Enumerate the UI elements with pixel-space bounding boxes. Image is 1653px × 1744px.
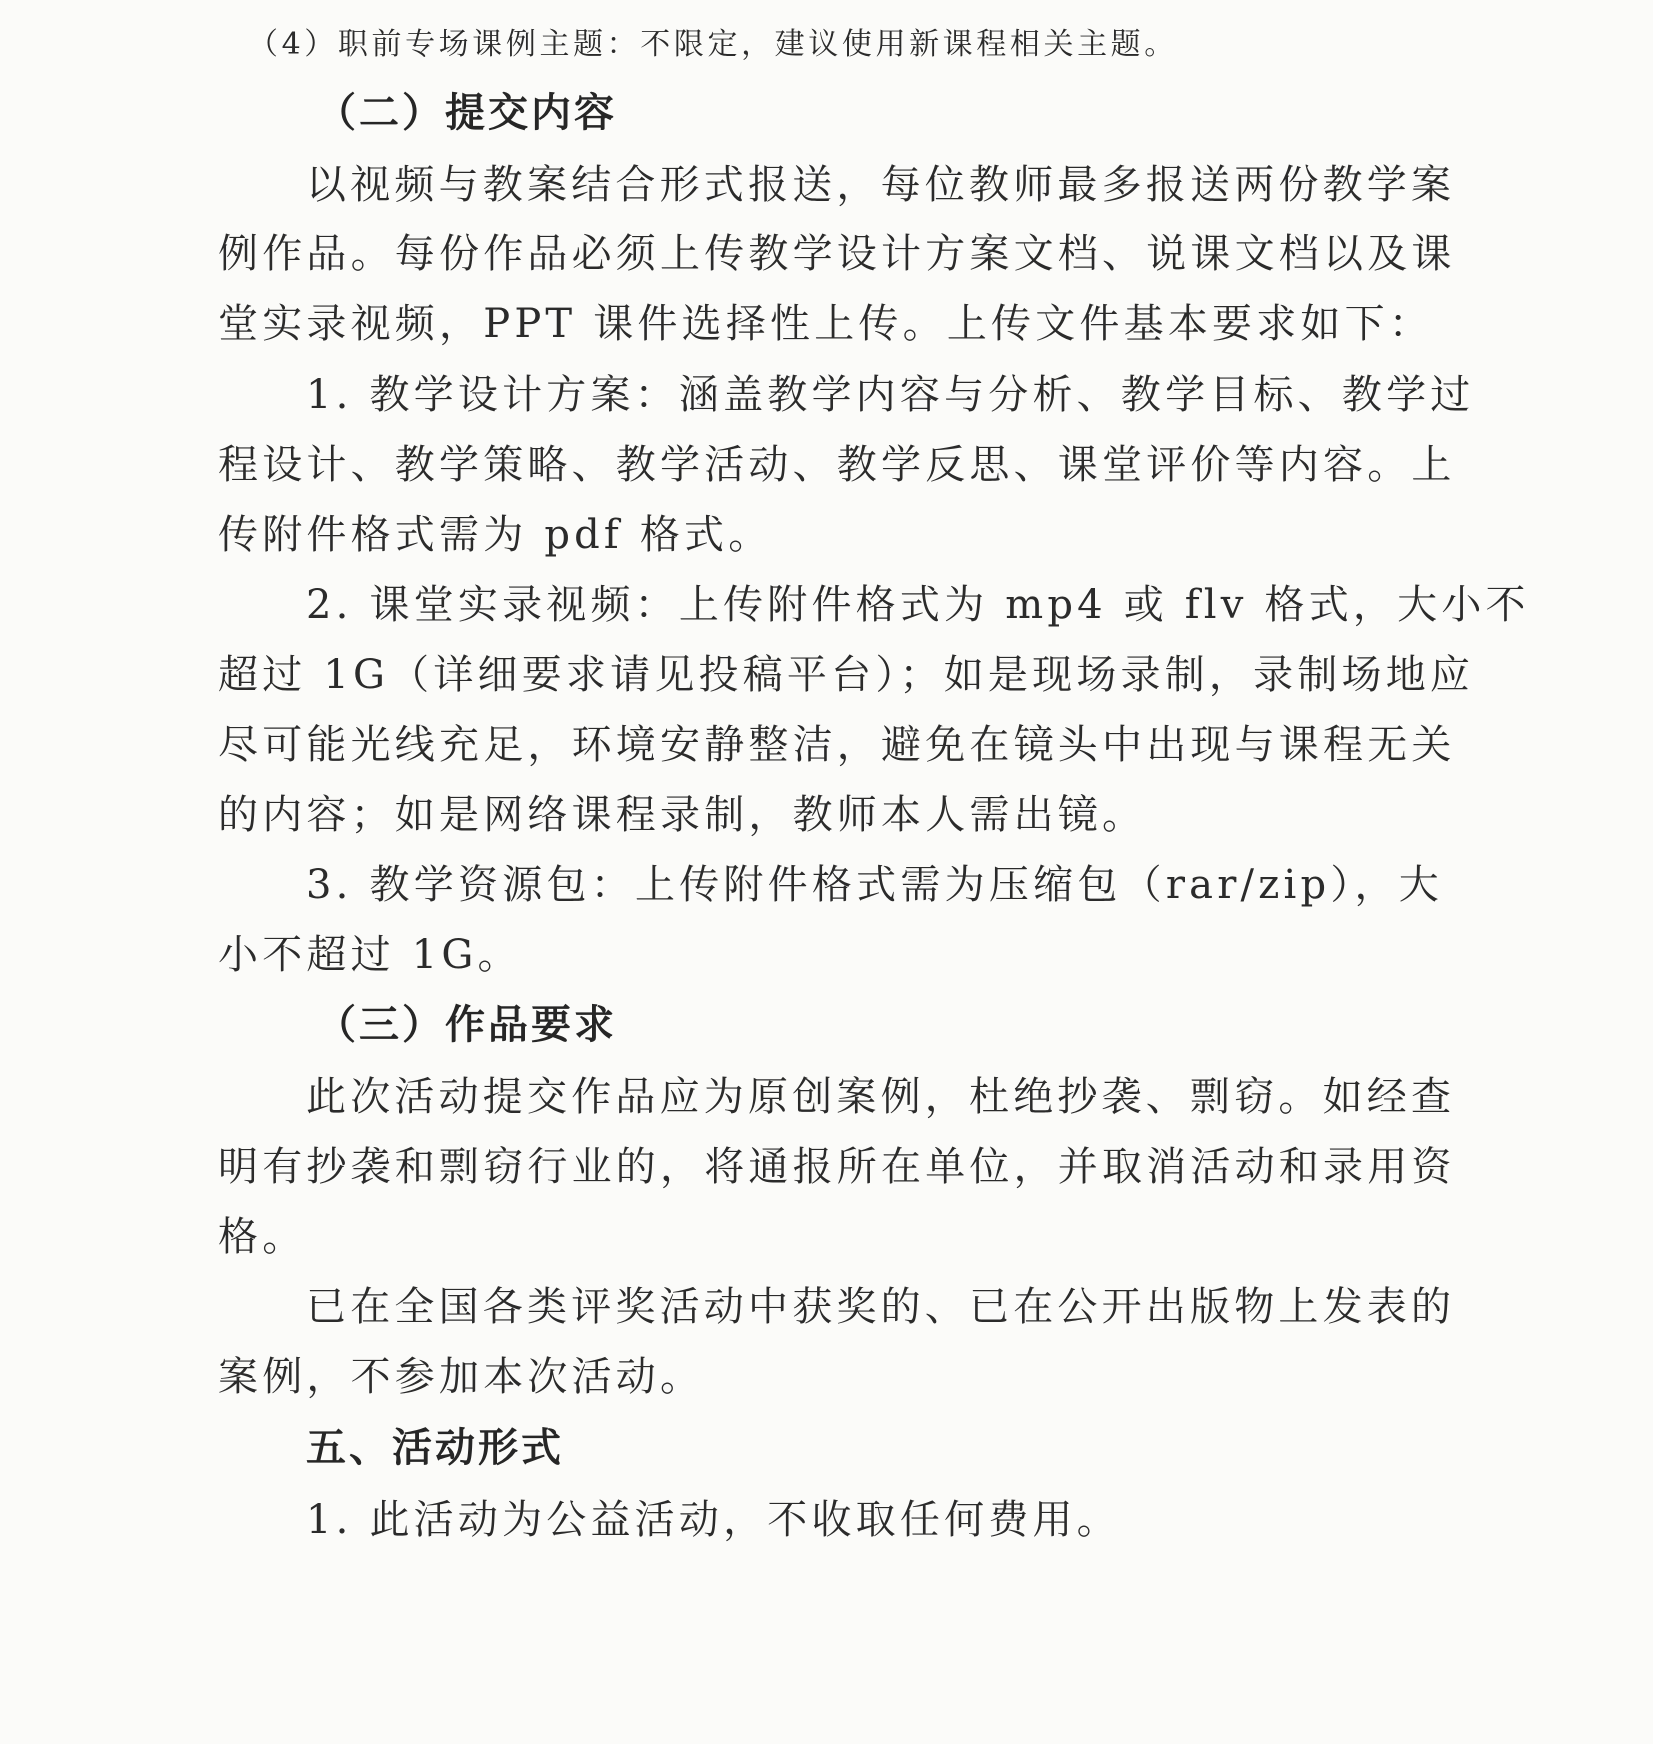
paragraph-originality-line-2: 明有抄袭和剽窃行业的，将通报所在单位，并取消活动和录用资: [218, 1144, 1456, 1190]
item-3-resource-pack-line-1: 3. 教学资源包：上传附件格式需为压缩包（rar/zip），大: [306, 862, 1443, 908]
paragraph-originality-line-3: 格。: [218, 1214, 307, 1260]
item-3-resource-pack-line-2: 小不超过 1G。: [218, 932, 522, 978]
paragraph-exclusion-line-2: 案例，不参加本次活动。: [218, 1354, 705, 1400]
section-heading-submission-content: （二）提交内容: [316, 90, 617, 136]
item-2-video-line-1: 2. 课堂实录视频：上传附件格式为 mp4 或 flv 格式，大小不: [306, 582, 1530, 628]
section-heading-activity-format: 五、活动形式: [306, 1425, 564, 1471]
paragraph-originality-line-1: 此次活动提交作品应为原创案例，杜绝抄袭、剽窃。如经查: [306, 1074, 1456, 1120]
paragraph-submission-line-3: 堂实录视频，PPT 课件选择性上传。上传文件基本要求如下：: [218, 301, 1434, 347]
section-heading-work-requirements: （三）作品要求: [316, 1002, 617, 1048]
paragraph-exclusion-line-1: 已在全国各类评奖活动中获奖的、已在公开出版物上发表的: [306, 1284, 1456, 1330]
item-1-teaching-design-line-1: 1. 教学设计方案：涵盖教学内容与分析、教学目标、教学过: [306, 372, 1475, 418]
item-2-video-line-3: 尽可能光线充足，环境安静整洁，避免在镜头中出现与课程无关: [218, 722, 1456, 768]
paragraph-submission-line-1: 以视频与教案结合形式报送，每位教师最多报送两份教学案: [306, 162, 1456, 208]
paragraph-submission-line-2: 例作品。每份作品必须上传教学设计方案文档、说课文档以及课: [218, 231, 1456, 277]
activity-format-item-1: 1. 此活动为公益活动，不收取任何费用。: [306, 1497, 1121, 1543]
item-2-video-line-2: 超过 1G（详细要求请见投稿平台）；如是现场录制，录制场地应: [218, 652, 1475, 698]
item-1-teaching-design-line-3: 传附件格式需为 pdf 格式。: [218, 512, 773, 558]
item-2-video-line-4: 的内容；如是网络课程录制，教师本人需出镜。: [218, 792, 1147, 838]
item-1-teaching-design-line-2: 程设计、教学策略、教学活动、教学反思、课堂评价等内容。上: [218, 442, 1456, 488]
item-4-topic-line: （4）职前专场课例主题：不限定，建议使用新课程相关主题。: [248, 27, 1178, 62]
